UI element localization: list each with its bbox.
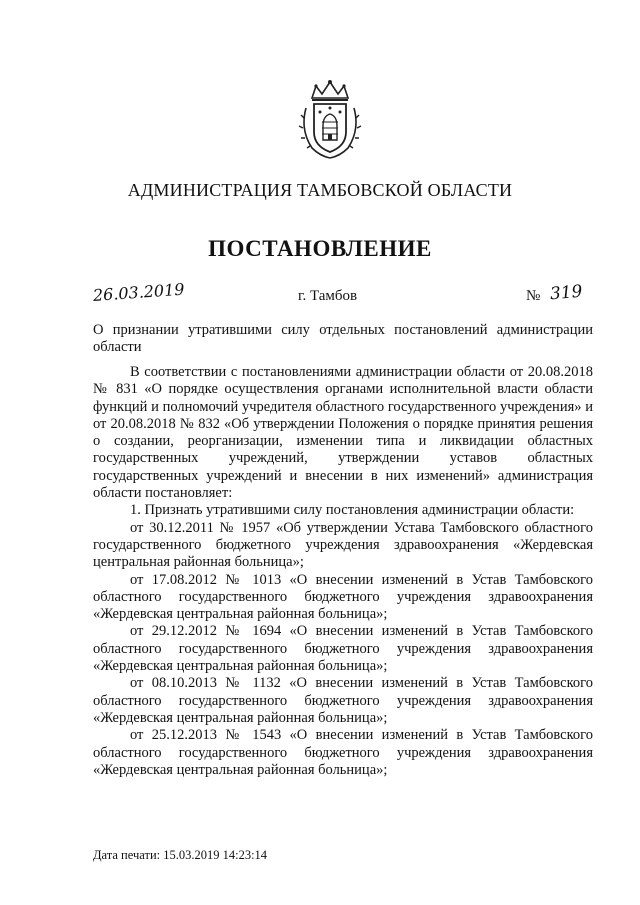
list-item: от 30.12.2011 № 1957 «Об утверждении Устава Тамбовского областного государственного бюджетного учреждения здравоохранения «Жердевская центральная районная больница»; — [93, 519, 593, 571]
list-item: от 29.12.2012 № 1694 «О внесении изменений в Устав Тамбовского областного государственного бюджетного учреждения здравоохранения «Жердевская центральная районная больница»; — [93, 623, 593, 675]
document-body — [93, 364, 593, 779]
handwritten-date: 26.03.2019 — [92, 279, 186, 305]
coat-of-arms-icon — [298, 78, 362, 160]
item-1-paragraph: 1. Признать утратившими силу постановления администрации области: — [130, 502, 575, 519]
document-subject: О признании утратившими силу отдельных постановлений администрации области — [93, 322, 593, 355]
city: г. Тамбов — [298, 288, 358, 304]
handwritten-number: 319 — [549, 281, 584, 305]
list-item: от 08.10.2013 № 1132 «О внесении изменений в Устав Тамбовского областного государственного бюджетного учреждения здравоохранения «Жердевская центральная районная больница»; — [93, 675, 593, 726]
preamble-paragraph: В соответствии с постановлениями администрации области от 20.08.2018 № 831 «О порядке осуществления органами исполнительной власти области функций и полномочий учредителя областного государственного учреждения» и от 20.08.2018 № 832 «Об утверждении Положения о порядке принятия решения о создании, реорганизации, изменении типа и ликвидации областных государственных учреждений, утверждении уставов областных государственных учреждений и внесении в них изменений» администрация области постановляет: — [93, 364, 593, 502]
organization-name: АДМИНИСТРАЦИЯ ТАМБОВСКОЙ ОБЛАСТИ — [127, 180, 513, 200]
print-date: Дата печати: 15.03.2019 14:23:14 — [93, 848, 268, 862]
document-type: ПОСТАНОВЛЕНИЕ — [208, 236, 432, 261]
number-label: № — [526, 288, 541, 304]
list-item: от 17.08.2012 № 1013 «О внесении изменений в Устав Тамбовского областного государственного бюджетного учреждения здравоохранения «Жердевская центральная районная больница»; — [93, 571, 593, 623]
list-item: от 25.12.2013 № 1543 «О внесении изменений в Устав Тамбовского областного государственного бюджетного учреждения здравоохранения «Жердевская центральная районная больница»; — [93, 727, 593, 778]
